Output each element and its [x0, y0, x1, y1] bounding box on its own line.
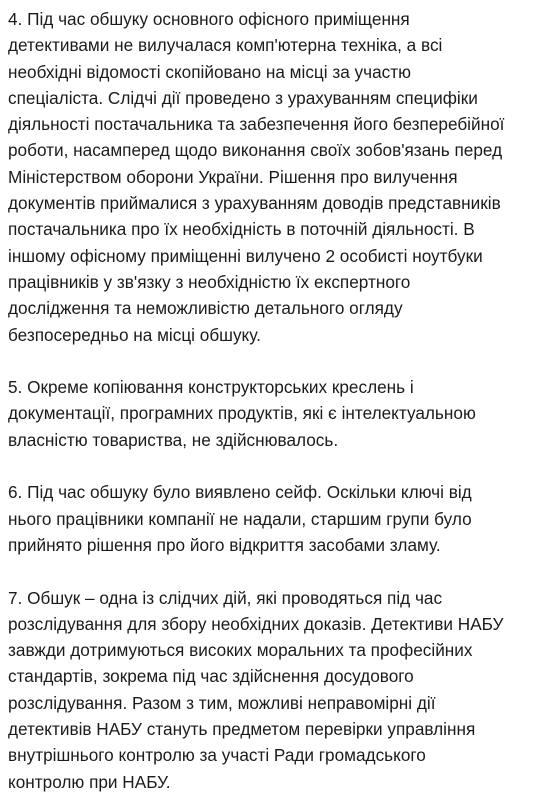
- text-line: внутрішнього контролю за участі Ради громадського: [8, 745, 426, 766]
- text-line: дослідження та неможливістю детального огляду: [8, 298, 403, 319]
- text-line: постачальника про їх необхідність в поточній діяльності. В: [8, 219, 475, 240]
- text-line: завжди дотримуються високих моральних та професійних: [8, 640, 473, 661]
- text-line: роботи, насамперед щодо виконання своїх зобов'язань перед: [8, 140, 503, 161]
- text-line: власністю товариства, не здійснювалось.: [8, 429, 339, 450]
- text-line: іншому офісному приміщенні вилучено 2 особисті ноутбуки: [8, 245, 483, 266]
- text-line: документів приймалися з урахуванням доводів представників: [8, 193, 501, 214]
- text-line: працівників у зв'язку з необхідністю їх експертного: [8, 271, 411, 292]
- text-line: нього працівники компанії не надали, старшим групи було: [8, 508, 472, 529]
- text-line: розслідування для збору необхідних доказів. Детективи НАБУ: [8, 613, 504, 634]
- text-line: Міністерством оборони України. Рішення про вилучення: [8, 166, 458, 187]
- text-line: контролю при НАБУ.: [8, 771, 171, 792]
- text-line: детективів НАБУ стануть предметом перевірки управління: [8, 719, 476, 740]
- text-line: стандартів, зокрема під час здійснення досудового: [8, 666, 414, 687]
- text-line: документації, програмних продуктів, які є інтелектуальною: [8, 403, 476, 424]
- paragraph-5: [8, 374, 530, 453]
- text-line: 6. Під час обшуку було виявлено сейф. Оскільки ключі від: [8, 482, 472, 503]
- text-line: прийнято рішення про його відкриття засобами зламу.: [8, 534, 441, 555]
- text-line: 7. Обшук – одна із слідчих дій, які проводяться під час: [8, 587, 443, 608]
- text-line: 5. Окреме копіювання конструкторських креслень і: [8, 377, 414, 398]
- text-line: безпосередньо на місці обшуку.: [8, 324, 261, 345]
- paragraph-6: [8, 479, 530, 558]
- paragraph-4: [8, 6, 530, 348]
- text-line: детективами не вилучалася комп'ютерна техніка, а всі: [8, 35, 443, 56]
- text-line: необхідні відомості скопійовано на місці за участю: [8, 61, 412, 82]
- paragraph-7: [8, 585, 530, 795]
- text-line: 4. Під час обшуку основного офісного приміщення: [8, 9, 410, 29]
- text-line: спеціаліста. Слідчі дії проведено з урахуванням специфіки: [8, 87, 478, 108]
- text-line: розслідування. Разом з тим, можливі неправомірні дії: [8, 692, 436, 713]
- text-line: діяльності постачальника та забезпечення його безперебійної: [8, 114, 505, 135]
